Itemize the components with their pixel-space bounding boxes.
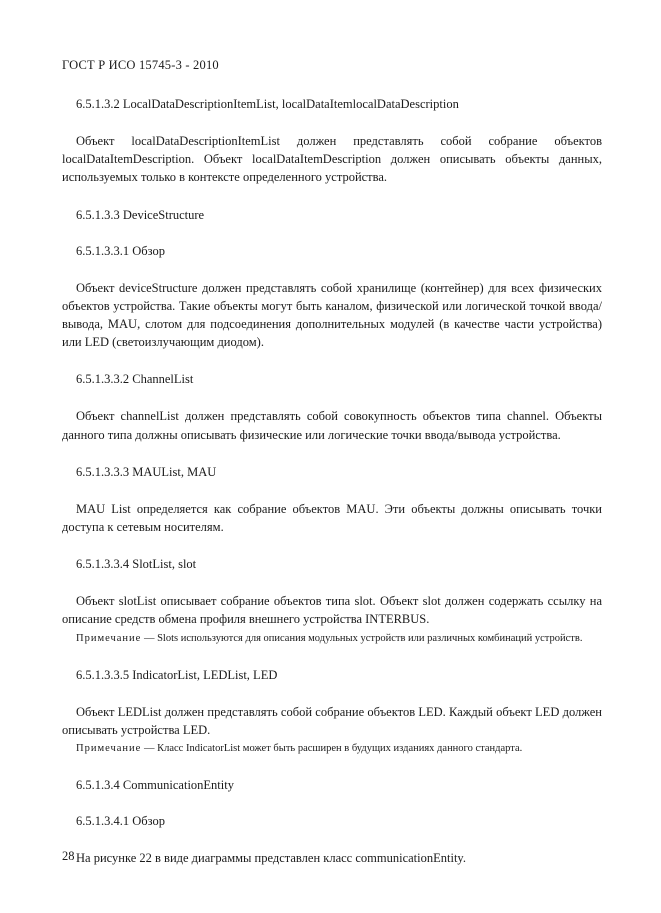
section-heading: 6.5.1.3.2 LocalDataDescriptionItemList, localDataItemlocalDataDescription <box>76 97 459 111</box>
paragraph: Объект localDataDescriptionItemList должен представлять собой собрание объектов localDataItemDescription. Объект localDataItemDescription должен описывать объекты данных, используемых только в контексте определенного устройства. <box>62 134 602 185</box>
note-text: — Slots используются для описания модульных устройств или различных комбинаций устройств. <box>141 632 583 644</box>
note-text: — Класс IndicatorList может быть расширен в будущих изданиях данного стандарта. <box>141 743 523 755</box>
section-heading: 6.5.1.3.3.1 Обзор <box>76 243 166 258</box>
section <box>62 96 602 187</box>
section <box>62 556 602 646</box>
section-heading: 6.5.1.3.3.2 ChannelList <box>76 372 194 387</box>
note <box>62 631 602 647</box>
note-label: Примечание <box>76 632 142 644</box>
note-label: Примечание <box>76 743 142 755</box>
paragraph: Объект slotList описывает собрание объектов типа slot. Объект slot должен содержать ссылку на описание средств обмена профиля внешнего устройства INTERBUS. <box>62 594 602 627</box>
paragraph: Объект deviceStructure должен представлять собой хранилище (контейнер) для всех физических объектов устройства. Такие объекты могут быть каналом, физической или логической точкой ввода/вывода, MAU, слотом для подсоединения дополнительных модулей (в качестве части устройства) или LED (светоизлучающим диодом). <box>62 280 602 350</box>
section <box>62 464 602 536</box>
document-header: ГОСТ Р ИСО 15745-3 - 2010 <box>62 58 219 72</box>
section <box>62 371 602 443</box>
paragraph: MAU List определяется как собрание объектов MAU. Эти объекты должны описывать точки доступа к сетевым носителям. <box>62 501 602 535</box>
note <box>62 741 602 757</box>
section-heading: 6.5.1.3.3.3 MAUList, MAU <box>76 464 217 479</box>
section <box>62 667 602 757</box>
section <box>62 813 602 867</box>
paragraph: На рисунке 22 в виде диаграммы представлен класс communicationEntity. <box>76 851 466 866</box>
paragraph: Объект channelList должен представлять собой совокупность объектов типа channel. Объекты данного типа должны описывать физические или логические точки ввода/вывода устройства. <box>62 409 602 442</box>
section <box>62 243 602 352</box>
section <box>62 207 602 223</box>
section-heading: 6.5.1.3.3.4 SlotList, slot <box>76 557 197 572</box>
section-heading: 6.5.1.3.4.1 Обзор <box>76 814 166 829</box>
page-number: 28 <box>62 849 75 863</box>
section-heading: 6.5.1.3.3 DeviceStructure <box>76 207 205 222</box>
document-body <box>62 96 602 887</box>
paragraph: Объект LEDList должен представлять собой собрание объектов LED. Каждый объект LED должен описывать устройства LED. <box>62 704 602 737</box>
section-heading: 6.5.1.3.4 CommunicationEntity <box>76 778 234 793</box>
section <box>62 777 602 793</box>
section-heading: 6.5.1.3.3.5 IndicatorList, LEDList, LED <box>76 667 278 682</box>
